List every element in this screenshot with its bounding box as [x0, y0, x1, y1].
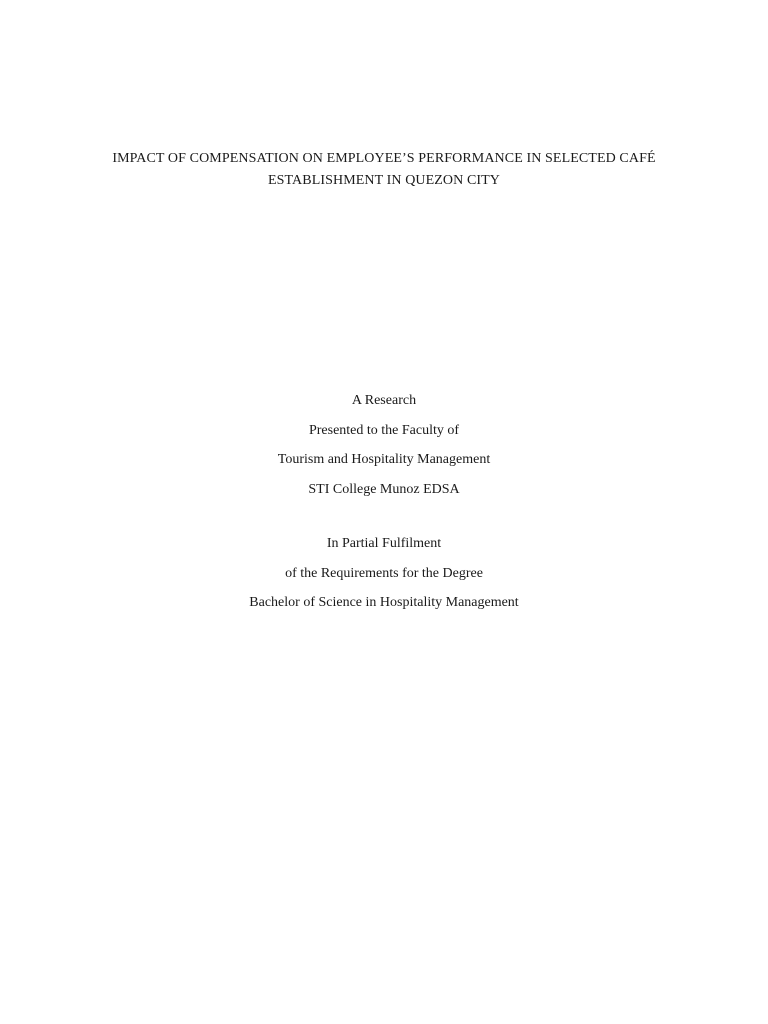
requirements-line: of the Requirements for the Degree	[285, 565, 483, 581]
department-line: Tourism and Hospitality Management	[277, 452, 491, 467]
title-line-1: IMPACT OF COMPENSATION ON EMPLOYEE’S PERFORMANCE IN SELECTED CAFÉ	[112, 151, 656, 166]
document-title	[60, 148, 708, 192]
research-label: A Research	[351, 393, 417, 408]
title-line-2: ESTABLISHMENT IN QUEZON CITY	[267, 173, 500, 188]
degree-line: Bachelor of Science in Hospitality Management	[249, 595, 519, 610]
presented-to-line: Presented to the Faculty of	[308, 422, 460, 438]
presentation-statement	[84, 386, 684, 504]
degree-fulfilment-statement	[84, 529, 684, 618]
partial-fulfilment-line: In Partial Fulfilment	[326, 536, 442, 551]
institution-line: STI College Munoz EDSA	[308, 481, 460, 497]
